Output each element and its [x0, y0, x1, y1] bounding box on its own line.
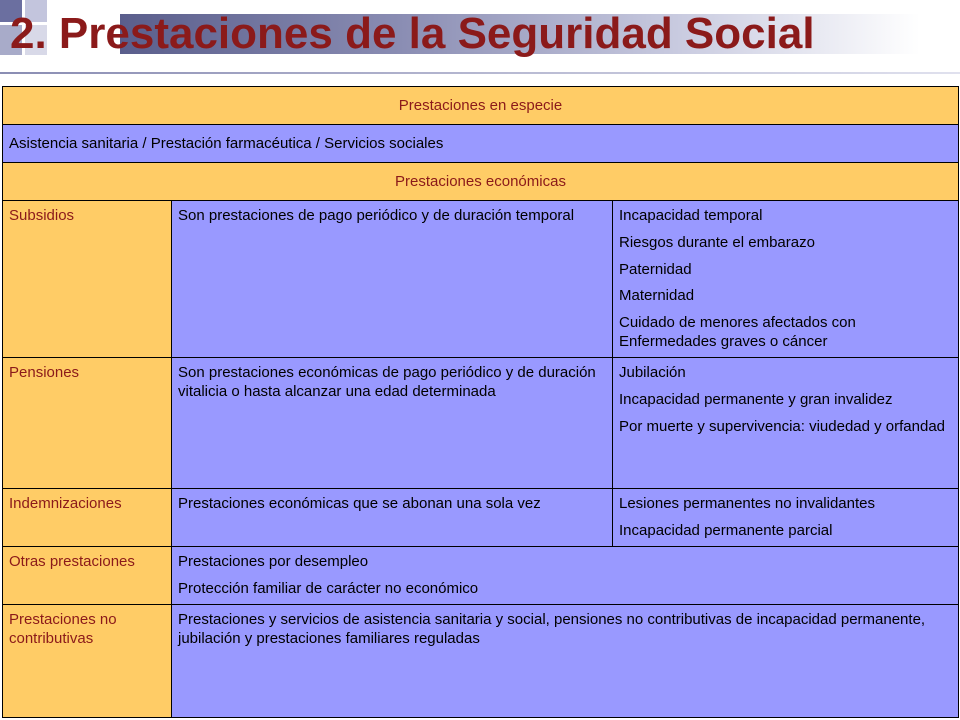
row-desc-subsidios: Son prestaciones de pago periódico y de duración temporal — [172, 201, 613, 358]
list-item: Por muerte y supervivencia: viudedad y orfandad — [619, 417, 946, 435]
list-item: Paternidad — [619, 260, 692, 278]
row-items-subsidios — [613, 201, 959, 358]
table-row — [3, 163, 959, 201]
especie-items: Asistencia sanitaria / Prestación farmacéutica / Servicios sociales — [3, 125, 959, 163]
table-row — [3, 605, 959, 718]
list-item: Incapacidad temporal — [619, 207, 763, 224]
row-desc-indemnizaciones: Prestaciones económicas que se abonan una sola vez — [172, 489, 613, 547]
row-label-pensiones: Pensiones — [3, 358, 172, 489]
section-header-economicas: Prestaciones económicas — [3, 163, 959, 201]
list-item: Riesgos durante el embarazo — [619, 233, 815, 251]
list-item: Maternidad — [619, 287, 695, 305]
header-rule — [0, 72, 960, 74]
row-items-pensiones — [613, 358, 959, 489]
table-row — [3, 201, 959, 358]
table-row — [3, 358, 959, 489]
page-title: 2. Prestaciones de la Seguridad Social — [10, 9, 815, 58]
section-header-especie: Prestaciones en especie — [3, 87, 959, 125]
row-label-subsidios: Subsidios — [3, 201, 172, 358]
row-label-indemnizaciones: Indemnizaciones — [3, 489, 172, 547]
table-row — [3, 87, 959, 125]
list-item: Jubilación — [619, 364, 686, 381]
row-label-no-contributivas: Prestaciones no contributivas — [3, 605, 172, 718]
benefits-table — [2, 86, 959, 718]
list-item: Incapacidad permanente y gran invalidez — [619, 390, 893, 408]
row-items-indemnizaciones — [613, 489, 959, 547]
list-item: Protección familiar de carácter no económico — [178, 579, 479, 597]
table-row — [3, 547, 959, 605]
list-item: Lesiones permanentes no invalidantes — [619, 495, 876, 512]
table-row — [3, 489, 959, 547]
row-desc-no-contributivas: Prestaciones y servicios de asistencia sanitaria y social, pensiones no contributivas de incapacidad permanente, jubilación y prestaciones familiares reguladas — [172, 605, 959, 718]
list-item: Incapacidad permanente parcial — [619, 521, 833, 539]
row-desc-pensiones: Son prestaciones económicas de pago periódico y de duración vitalicia o hasta alcanzar una edad determinada — [172, 358, 613, 489]
list-item: Cuidado de menores afectados con Enfermedades graves o cáncer — [619, 314, 856, 350]
table-row — [3, 125, 959, 163]
list-item: Prestaciones por desempleo — [178, 553, 369, 570]
row-items-otras — [172, 547, 959, 605]
row-label-otras: Otras prestaciones — [3, 547, 172, 605]
